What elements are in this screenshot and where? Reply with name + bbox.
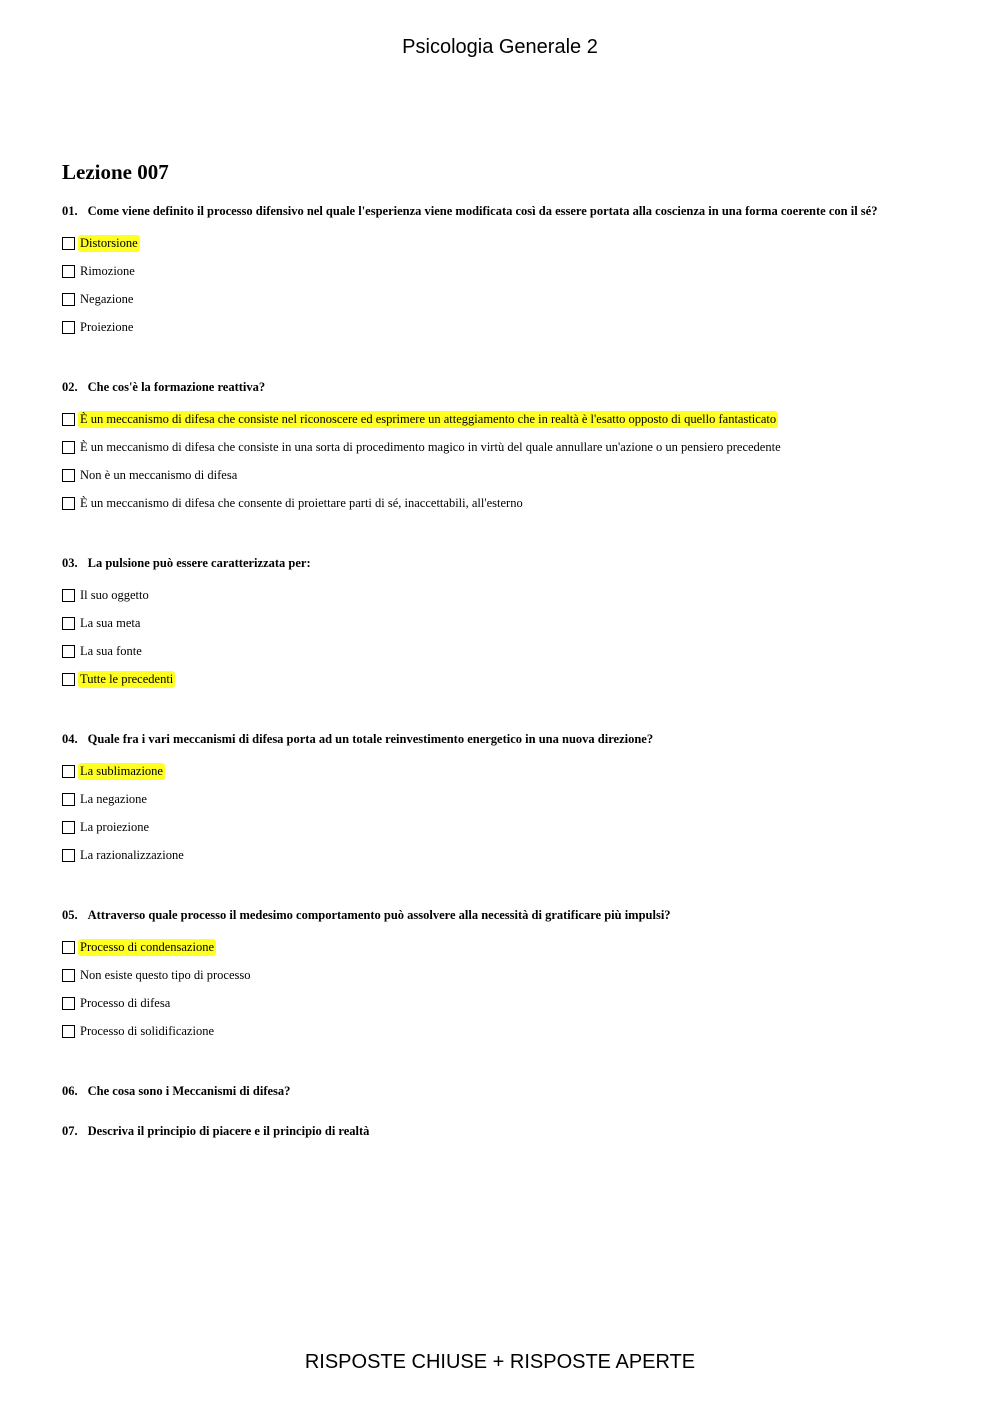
answer-text: La proiezione bbox=[80, 819, 150, 834]
answer-checkbox[interactable] bbox=[62, 293, 75, 306]
question-title bbox=[62, 1083, 962, 1099]
answer-text: Processo di difesa bbox=[80, 995, 171, 1010]
question-title bbox=[62, 555, 962, 571]
answer-checkbox[interactable] bbox=[62, 265, 75, 278]
answer-checkbox[interactable] bbox=[62, 321, 75, 334]
question-number: 01. bbox=[62, 204, 78, 218]
answer-option[interactable] bbox=[62, 757, 962, 785]
question-number: 03. bbox=[62, 556, 78, 570]
answer-option[interactable] bbox=[62, 785, 962, 813]
question-text: Che cos'è la formazione reattiva? bbox=[87, 380, 266, 394]
question-title bbox=[62, 379, 962, 395]
answer-option[interactable] bbox=[62, 285, 962, 313]
answer-text: Rimozione bbox=[80, 263, 135, 278]
answer-option[interactable] bbox=[62, 433, 962, 461]
question-title bbox=[62, 907, 962, 923]
answer-text: La sua fonte bbox=[80, 643, 142, 658]
answer-option[interactable] bbox=[62, 489, 962, 517]
answer-checkbox[interactable] bbox=[62, 589, 75, 602]
answer-text: La sua meta bbox=[80, 615, 141, 630]
answer-checkbox[interactable] bbox=[62, 969, 75, 982]
answer-text-highlighted: Distorsione bbox=[80, 235, 138, 250]
answer-option[interactable] bbox=[62, 813, 962, 841]
answer-text: Il suo oggetto bbox=[80, 587, 149, 602]
answer-text-highlighted: Processo di condensazione bbox=[80, 939, 214, 954]
question-item bbox=[62, 1123, 962, 1139]
answer-options bbox=[62, 405, 962, 517]
answer-checkbox[interactable] bbox=[62, 413, 75, 426]
answer-checkbox[interactable] bbox=[62, 941, 75, 954]
question-item bbox=[62, 203, 962, 341]
question-item bbox=[62, 379, 962, 517]
answer-text-highlighted: Tutte le precedenti bbox=[80, 671, 174, 686]
answer-text: La negazione bbox=[80, 791, 147, 806]
answer-checkbox[interactable] bbox=[62, 441, 75, 454]
question-text: Quale fra i vari meccanismi di difesa porta ad un totale reinvestimento energetico in una nuova direzione? bbox=[87, 732, 654, 746]
answer-option[interactable] bbox=[62, 637, 962, 665]
question-number: 05. bbox=[62, 908, 78, 922]
question-item bbox=[62, 1083, 962, 1099]
answer-checkbox[interactable] bbox=[62, 821, 75, 834]
answer-text: Non esiste questo tipo di processo bbox=[80, 967, 251, 982]
questions-list bbox=[62, 203, 962, 1163]
answer-option[interactable] bbox=[62, 609, 962, 637]
answer-checkbox[interactable] bbox=[62, 645, 75, 658]
answer-option[interactable] bbox=[62, 257, 962, 285]
question-text: La pulsione può essere caratterizzata per: bbox=[87, 556, 311, 570]
question-item bbox=[62, 731, 962, 869]
answer-options bbox=[62, 757, 962, 869]
answer-options bbox=[62, 229, 962, 341]
question-number: 06. bbox=[62, 1084, 78, 1098]
question-text: Descriva il principio di piacere e il principio di realtà bbox=[87, 1124, 370, 1138]
answer-option[interactable] bbox=[62, 989, 962, 1017]
answer-option[interactable] bbox=[62, 841, 962, 869]
answer-option[interactable] bbox=[62, 313, 962, 341]
question-item bbox=[62, 907, 962, 1045]
question-text: Che cosa sono i Meccanismi di difesa? bbox=[87, 1084, 291, 1098]
answer-text: La razionalizzazione bbox=[80, 847, 184, 862]
answer-checkbox[interactable] bbox=[62, 617, 75, 630]
answer-options bbox=[62, 581, 962, 693]
answer-text-highlighted: La sublimazione bbox=[80, 763, 163, 778]
answer-text: Proiezione bbox=[80, 319, 134, 334]
answer-text: Non è un meccanismo di difesa bbox=[80, 467, 238, 482]
answer-checkbox[interactable] bbox=[62, 469, 75, 482]
answer-checkbox[interactable] bbox=[62, 997, 75, 1010]
question-text: Come viene definito il processo difensivo nel quale l'esperienza viene modificata così da essere portata alla coscienza in una forma coerente con il sé? bbox=[87, 204, 878, 218]
question-title bbox=[62, 1123, 962, 1139]
answer-option[interactable] bbox=[62, 229, 962, 257]
answer-option[interactable] bbox=[62, 581, 962, 609]
answer-text: È un meccanismo di difesa che consente di proiettare parti di sé, inaccettabili, all'esterno bbox=[80, 495, 523, 510]
answer-text: Negazione bbox=[80, 291, 134, 306]
question-number: 07. bbox=[62, 1124, 78, 1138]
answer-option[interactable] bbox=[62, 933, 962, 961]
answer-text: Processo di solidificazione bbox=[80, 1023, 214, 1038]
answer-checkbox[interactable] bbox=[62, 793, 75, 806]
answer-option[interactable] bbox=[62, 961, 962, 989]
answer-options bbox=[62, 933, 962, 1045]
question-text: Attraverso quale processo il medesimo comportamento può assolvere alla necessità di gratificare più impulsi? bbox=[87, 908, 671, 922]
question-number: 02. bbox=[62, 380, 78, 394]
answer-text: È un meccanismo di difesa che consiste in una sorta di procedimento magico in virtù del quale annullare un'azione o un pensiero precedente bbox=[80, 439, 781, 454]
lesson-title: Lezione 007 bbox=[62, 160, 169, 184]
answer-option[interactable] bbox=[62, 405, 962, 433]
answer-option[interactable] bbox=[62, 1017, 962, 1045]
question-item bbox=[62, 555, 962, 693]
answer-checkbox[interactable] bbox=[62, 673, 75, 686]
answer-checkbox[interactable] bbox=[62, 849, 75, 862]
question-number: 04. bbox=[62, 732, 78, 746]
answer-checkbox[interactable] bbox=[62, 765, 75, 778]
answer-checkbox[interactable] bbox=[62, 1025, 75, 1038]
question-title bbox=[62, 731, 962, 747]
page-header-title: Psicologia Generale 2 bbox=[402, 36, 598, 58]
answer-checkbox[interactable] bbox=[62, 497, 75, 510]
answer-text-highlighted: È un meccanismo di difesa che consiste nel riconoscere ed esprimere un atteggiamento che in realtà è l'esatto opposto di quello fantasticato bbox=[80, 411, 777, 426]
question-title bbox=[62, 203, 962, 219]
answer-checkbox[interactable] bbox=[62, 237, 75, 250]
page-footer-text: RISPOSTE CHIUSE + RISPOSTE APERTE bbox=[304, 1351, 696, 1373]
answer-option[interactable] bbox=[62, 461, 962, 489]
answer-option[interactable] bbox=[62, 665, 962, 693]
